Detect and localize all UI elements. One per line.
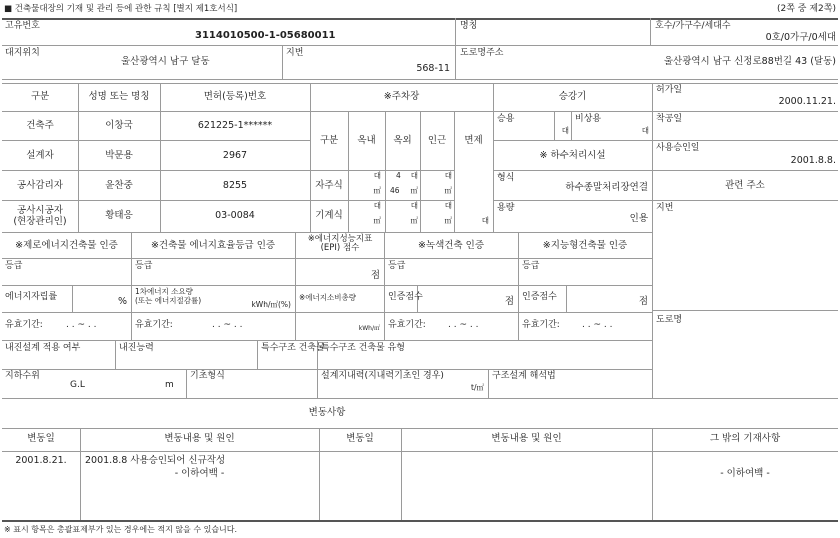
other-notes-header: 그 밖의 기재사항 [709,433,781,444]
green-building-cert-header: ※녹색건축 인증 [417,240,485,251]
parking-unit: ㎡ [410,186,418,195]
personnel-name: 박문용 [105,150,133,161]
zero-energy-validity-label: 유효기간: [5,320,43,330]
lot-value: 568-11 [416,63,450,74]
personnel-license: 8255 [222,180,248,191]
form-title: ■ 건축물대장의 기재 및 관리 등에 관한 규칙 [별지 제1호서식] [4,4,238,14]
groundwater-label: 지하수위 [5,371,40,381]
personnel-license: 03-0084 [215,210,255,221]
green-validity-label: 유효기간: [388,320,426,330]
self-sufficiency-unit: % [117,296,127,307]
epi-score-header: ※에너지성능지표(EPI) 점수 [307,234,373,254]
sewage-type-label: 형식 [497,173,515,183]
special-structure-label: 특수구조 건축물 [261,343,325,353]
road-address-value: 울산광역시 남구 신정로88번길 43 (달동) [663,56,836,67]
parking-unit: 대 [373,171,381,180]
parking-unit: 대 [410,201,418,210]
parking-col-outdoor: 옥외 [393,135,412,146]
parking-self-outdoor-area: 46 [390,186,400,195]
parking-unit: 대 [481,216,489,225]
efficiency-validity-label: 유효기간: [135,320,173,330]
sewage-capacity-value: 인용 [629,213,648,224]
personnel-name: 황태응 [105,210,133,221]
green-cert-score-label: 인증점수 [388,292,423,302]
personnel-role: 공사감리자 [17,180,63,191]
elevator-title: 승강기 [558,91,587,102]
units-value: 0호/0가구/0세대 [765,32,836,43]
efficiency-validity-value: . . ~ . . [212,320,243,330]
primary-energy-unit: kWh/㎡(%) [251,300,291,309]
related-road-label: 도로명 [656,315,683,325]
smart-cert-score-unit: 점 [638,296,648,307]
zero-energy-grade-label: 등급 [5,261,23,271]
parking-unit: 대 [373,201,381,210]
smart-building-cert-header: ※지능형건축물 인증 [542,240,628,251]
units-label: 호수/가구수/세대수 [655,21,731,31]
road-address-label: 도로명주소 [460,48,504,58]
change-blank-marker: - 이하여백 - [174,468,225,479]
personnel-name: 윤찬중 [105,180,133,191]
parking-col-type: 구분 [319,135,339,146]
structural-analysis-label: 구조설계 해석법 [492,371,556,381]
parking-unit: ㎡ [373,216,381,225]
parking-mech-label: 기계식 [315,210,343,221]
personnel-header-role: 구분 [30,91,50,102]
energy-consumption-unit: kWh/㎡ [358,325,380,332]
parking-unit: ㎡ [373,186,381,195]
efficiency-grade-label: 등급 [135,261,153,271]
site-value: 울산광역시 남구 달동 [121,56,210,67]
page-indicator: (2쪽 중 제2쪽) [777,4,836,14]
start-date-label: 착공일 [656,114,683,124]
smart-validity-value: . . ~ . . [582,320,613,330]
seismic-capacity-label: 내진능력 [119,343,154,353]
personnel-role: 설계자 [26,150,54,161]
sewage-capacity-label: 용량 [497,203,515,213]
parking-unit: 대 [444,201,452,210]
gl-label: G.L [70,380,85,390]
personnel-role: 공사시공자 [17,205,63,216]
smart-cert-score-label: 인증점수 [522,292,557,302]
sewage-type-value: 하수종말처리장연결 [565,182,648,193]
change-entry-content: 2001.8.8 사용승인되어 신규작성 [85,455,226,466]
zero-energy-cert-header: ※제로에너지건축물 인증 [15,240,118,251]
parking-unit: ㎡ [444,186,452,195]
id-label: 고유번호 [5,21,40,31]
lot-label: 지번 [286,48,304,58]
self-sufficiency-label: 에너지자립률 [5,292,58,302]
approval-date-value: 2001.8.8. [790,155,836,166]
green-validity-value: . . ~ . . [448,320,479,330]
special-structure-type-label: 특수구조 건축물 유형 [321,343,405,353]
changes-content-header: 변동내용 및 원인 [164,433,235,444]
elevator-emergency-label: 비상용 [575,114,602,124]
related-lot-label: 지번 [656,203,674,213]
groundwater-unit: m [165,380,174,390]
site-label: 대지위치 [5,48,40,58]
parking-self-outdoor-count: 4 [396,171,401,180]
personnel-header-license: 면허(등록)번호 [203,91,267,102]
elevator-emergency-unit: 대 [641,126,649,135]
changes-title: 변동사항 [308,407,346,418]
changes-date-header-2: 변동일 [346,433,374,444]
energy-consumption-label: ※에너지소비총량 [299,293,356,302]
personnel-role-sub: (현장관리인) [13,216,67,227]
personnel-license: 2967 [222,150,248,161]
other-notes-blank-marker: - 이하여백 - [720,468,770,479]
energy-efficiency-cert-header: ※건축물 에너지효율등급 인증 [150,240,276,251]
footer-note: ※ 표시 항목은 총괄표제부가 있는 경우에는 적지 않을 수 있습니다. [4,525,238,534]
parking-unit: 대 [444,171,452,180]
name-label: 명칭 [460,21,478,31]
parking-col-exempt: 면제 [464,135,483,146]
changes-date-header: 변동일 [27,433,55,444]
smart-grade-label: 등급 [522,261,540,271]
permit-date-label: 허가일 [656,85,683,95]
related-address-title: 관련 주소 [725,180,765,191]
personnel-header-name: 성명 또는 명칭 [88,91,150,102]
foundation-type-label: 기초형식 [190,371,225,381]
zero-energy-validity-value: . . ~ . . [66,320,97,330]
design-bearing-unit: t/㎡ [471,383,484,392]
epi-score-unit: 점 [370,270,380,281]
parking-unit: ㎡ [444,216,452,225]
parking-col-nearby: 인근 [427,135,447,146]
primary-energy-label: 1차에너지 소요량 [135,287,193,296]
smart-validity-label: 유효기간: [522,320,560,330]
permit-date-value: 2000.11.21. [778,96,836,107]
green-cert-score-unit: 점 [504,296,514,307]
parking-self-label: 자주식 [315,180,343,191]
personnel-license: 621225-1****** [197,120,273,131]
parking-unit: 대 [410,171,418,180]
parking-col-indoor: 옥내 [357,135,376,146]
elevator-passenger-unit: 대 [561,126,569,135]
id-value: 3114010500-1-05680011 [195,30,336,41]
sewage-title: ※ 하수처리시설 [539,150,606,161]
primary-energy-label-sub: (또는 에너지절감률) [135,296,202,305]
parking-unit: ㎡ [410,216,418,225]
green-grade-label: 등급 [388,261,406,271]
personnel-name: 이창국 [105,120,133,131]
parking-title: ※주차장 [383,91,420,102]
design-bearing-label: 설계지내력(지내력기초인 경우) [321,371,444,381]
personnel-role: 건축주 [26,120,54,131]
change-entry-date: 2001.8.21. [15,455,67,466]
changes-content-header-2: 변동내용 및 원인 [491,433,562,444]
elevator-passenger-label: 승용 [497,114,515,124]
approval-date-label: 사용승인일 [656,143,700,153]
seismic-design-label: 내진설계 적용 여부 [5,343,81,353]
